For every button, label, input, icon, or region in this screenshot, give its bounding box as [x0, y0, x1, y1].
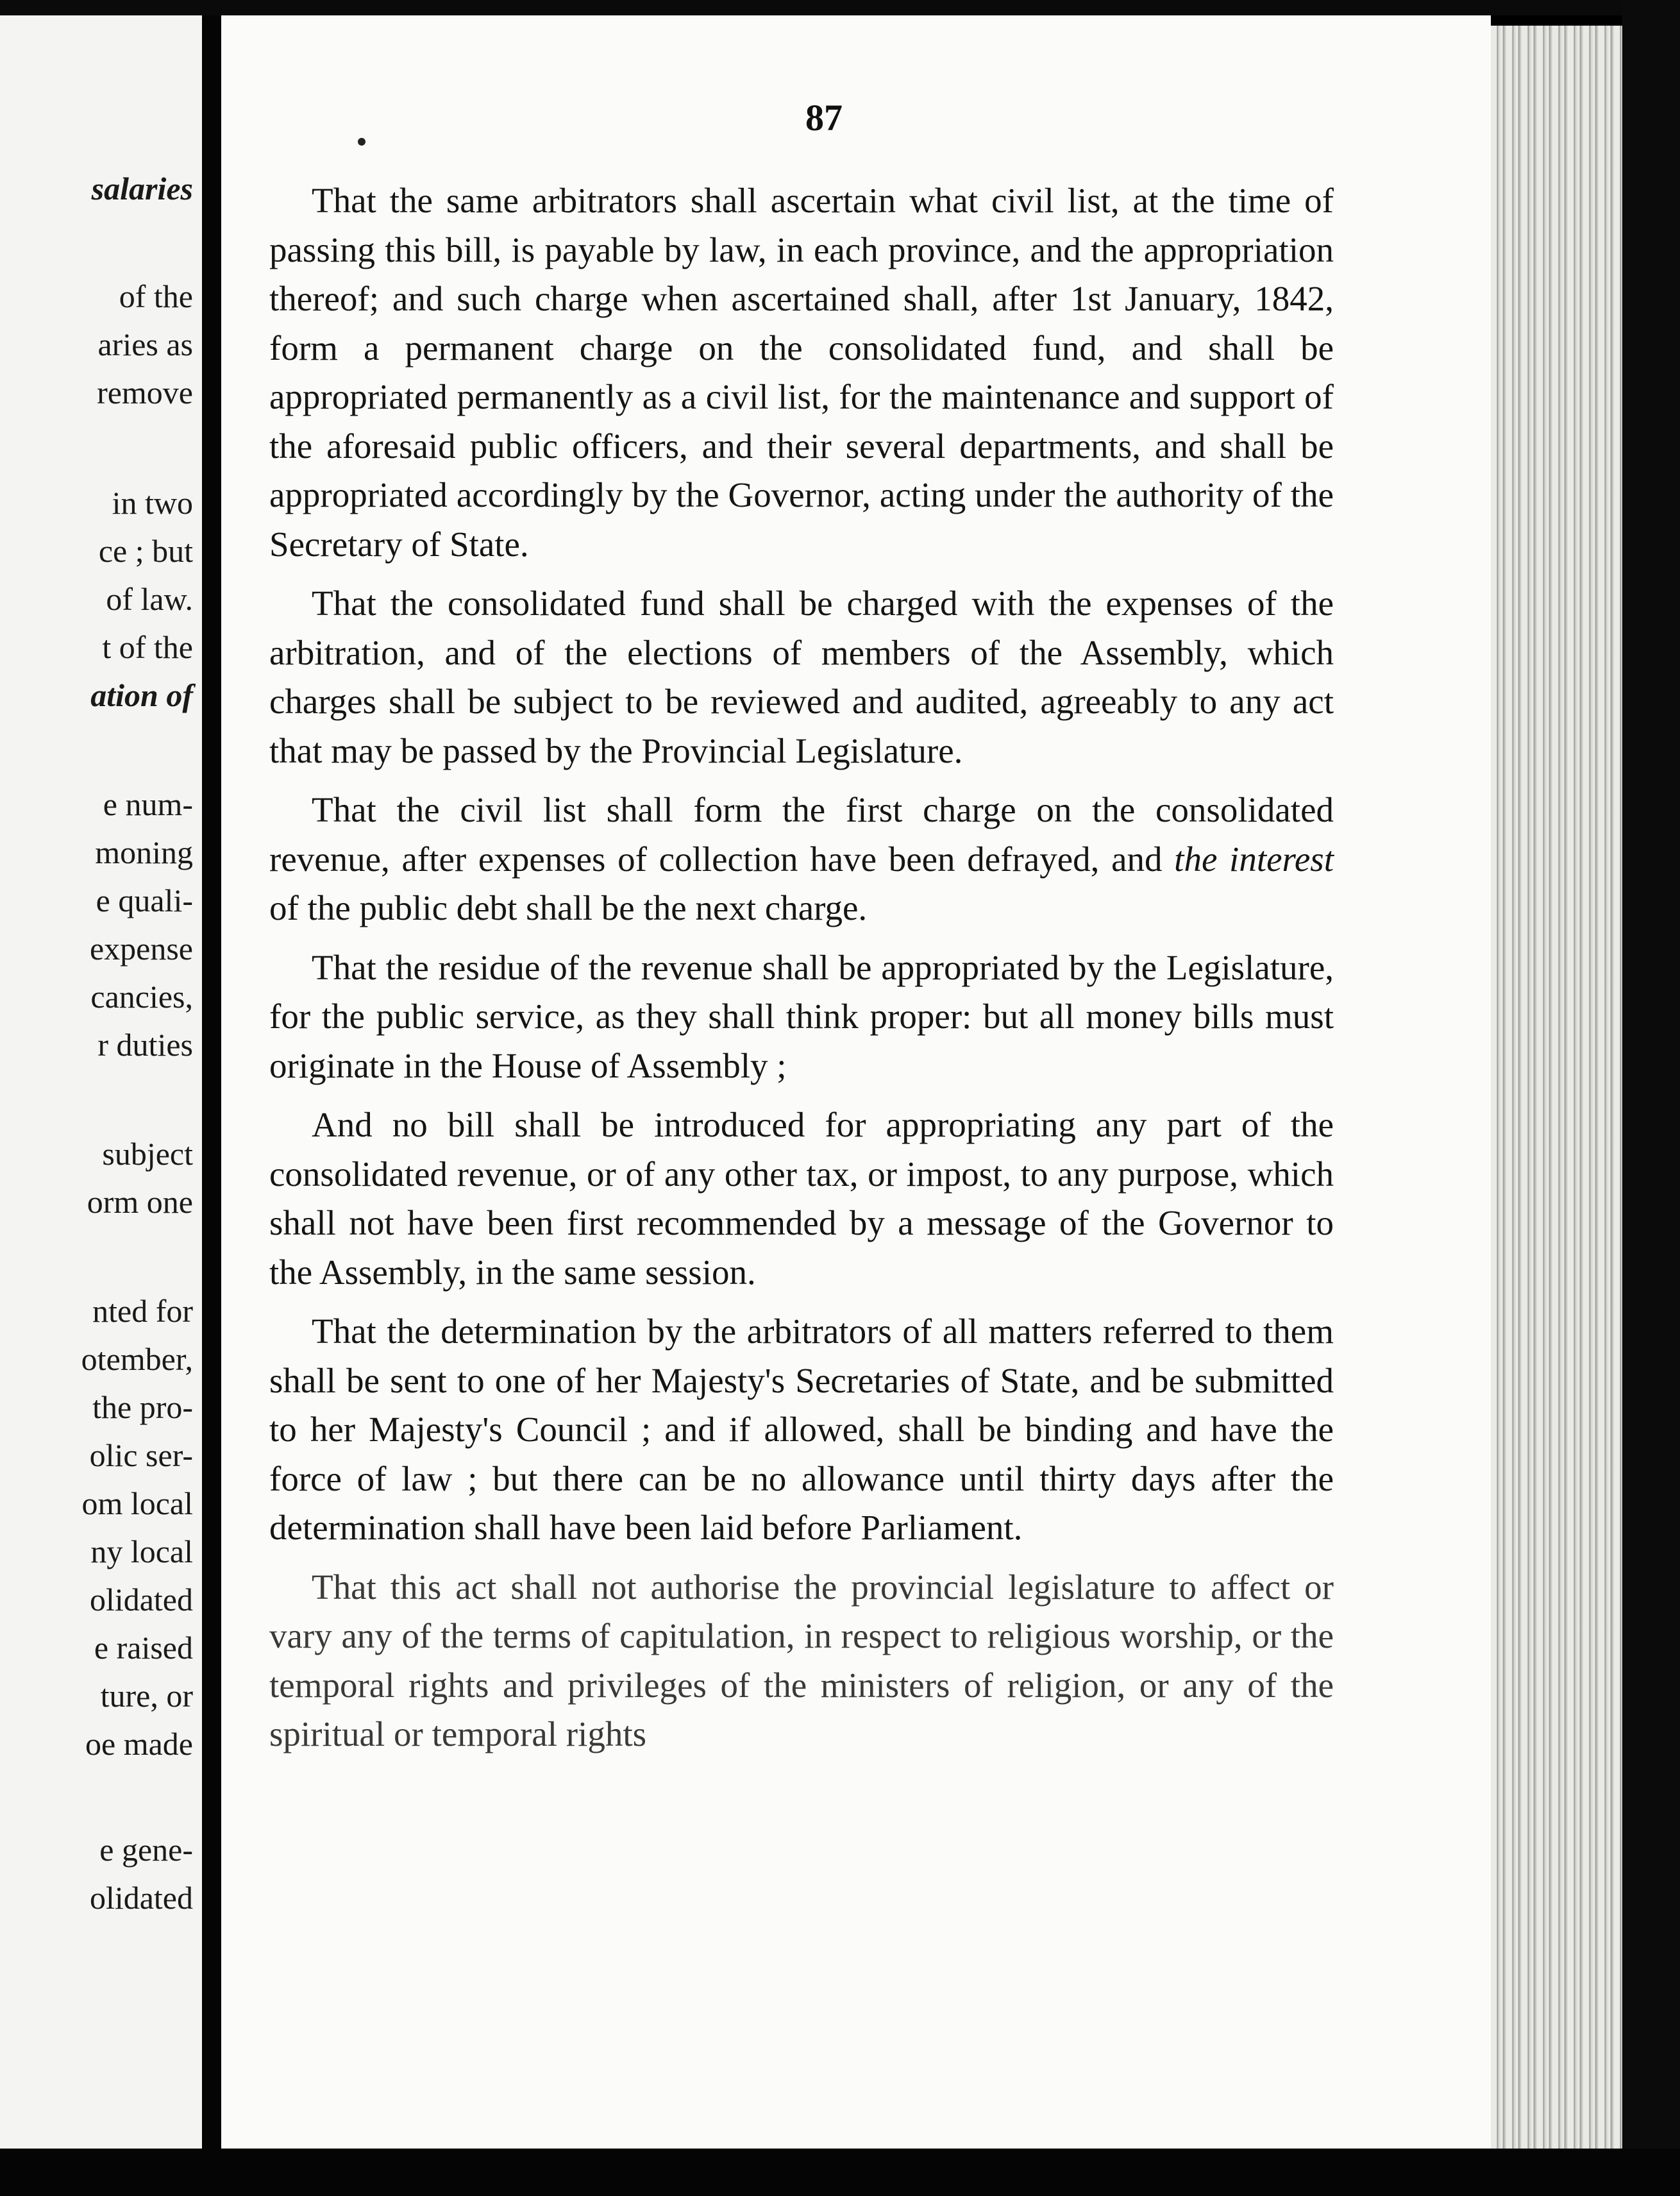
left-page-line: om local: [81, 1485, 193, 1521]
left-page-line: of law.: [106, 581, 193, 617]
italic-emphasis: the interest: [1174, 839, 1334, 879]
left-page-line: remove: [97, 375, 193, 410]
left-page-line: e raised: [94, 1630, 193, 1666]
left-page-line: r duties: [97, 1027, 193, 1063]
left-page-line: in two: [112, 485, 193, 521]
left-page-line: ce ; but: [98, 533, 193, 569]
book-gutter: [202, 15, 221, 2149]
left-page-line: otember,: [81, 1341, 193, 1377]
left-page-line: olic ser-: [89, 1437, 193, 1473]
scan-border-top: [0, 0, 1680, 15]
paragraph-money-bills: And no bill shall be introduced for appropriating any part of the consolidated revenue, or of any other tax, or impost, to any purpose, which shall not have been first recommended by a message of the Governor to the Assembly, in the same session.: [269, 1105, 1334, 1292]
ink-speck: [358, 138, 365, 146]
left-page-line: expense: [89, 931, 193, 967]
left-page-line: ny local: [90, 1533, 193, 1569]
scan-border-right: [1622, 0, 1680, 2196]
left-page-line: salaries: [91, 171, 193, 207]
left-page-line: olidated: [89, 1880, 193, 1916]
left-page-line: t of the: [102, 629, 193, 665]
left-page-line: orm one: [87, 1184, 193, 1220]
left-page-line: nted for: [92, 1293, 193, 1329]
left-page-line: olidated: [89, 1582, 193, 1617]
left-page-line: moning: [95, 834, 193, 870]
left-page-line: the pro-: [92, 1389, 193, 1425]
left-page-line: ation of: [90, 677, 193, 713]
page-edge-stack: [1491, 26, 1622, 2149]
left-page-fragment: [0, 15, 202, 2149]
page-number: 87: [805, 97, 843, 139]
left-page-line: oe made: [85, 1726, 193, 1762]
paragraph-civil-list: That the same arbitrators shall ascertain what civil list, at the time of passing this bill, is payable by law, in each province, and the appropriation thereof; and such charge when ascertained shall, after 1st January, 1842, form a permanent charge on the consolidated fund, and shall be appropriated permanently as a civil list, for the maintenance and support of the aforesaid public officers, and their several departments, and shall be appropriated accordingly by the Governor, acting under the authority of the Secretary of State.: [269, 181, 1334, 564]
left-page-line: of the: [119, 278, 193, 314]
page-body-text: [269, 176, 1334, 1769]
paragraph-residue-of-revenue: That the residue of the revenue shall be appropriated by the Legislature, for the public service, as they shall think proper: but all money bills must originate in the House of Assembly ;: [269, 947, 1334, 1085]
paragraph-text: That the civil list shall form the first charge on the consolidated revenue, after expenses of collection have been defrayed, and: [269, 790, 1334, 879]
left-page-line: subject: [102, 1136, 193, 1172]
paragraph-text: of the public debt shall be the next charge.: [269, 888, 868, 927]
paragraph-consolidated-fund: That the consolidated fund shall be charged with the expenses of the arbitration, and of the elections of members of the Assembly, which charges shall be subject to be reviewed and audited, agreeably to any act that may be passed by the Provincial Legislature.: [269, 584, 1334, 770]
left-page-line: e num-: [103, 786, 193, 822]
left-page-line: ture, or: [100, 1678, 193, 1714]
paragraph-first-charge: [269, 786, 1334, 933]
left-page-line: cancies,: [90, 979, 193, 1015]
left-page-line: e gene-: [99, 1832, 193, 1868]
paragraph-arbitrators-determination: That the determination by the arbitrators of all matters referred to them shall be sent to one of her Majesty's Secretaries of State, and be submitted to her Majesty's Council ; and if allowed, shall be binding and have the force of law ; but there can be no allowance until thirty days after the determination shall have been laid before Parliament.: [269, 1312, 1334, 1547]
paragraph-capitulation: That this act shall not authorise the provincial legislature to affect or vary any of the terms of capitulation, in respect to religious worship, or the temporal rights and privileges of the ministers of religion, or any of the spiritual or temporal rights: [269, 1567, 1334, 1753]
scan-border-bottom: [0, 2149, 1680, 2196]
left-page-line: e quali-: [96, 883, 193, 918]
left-page-line: aries as: [97, 326, 193, 362]
